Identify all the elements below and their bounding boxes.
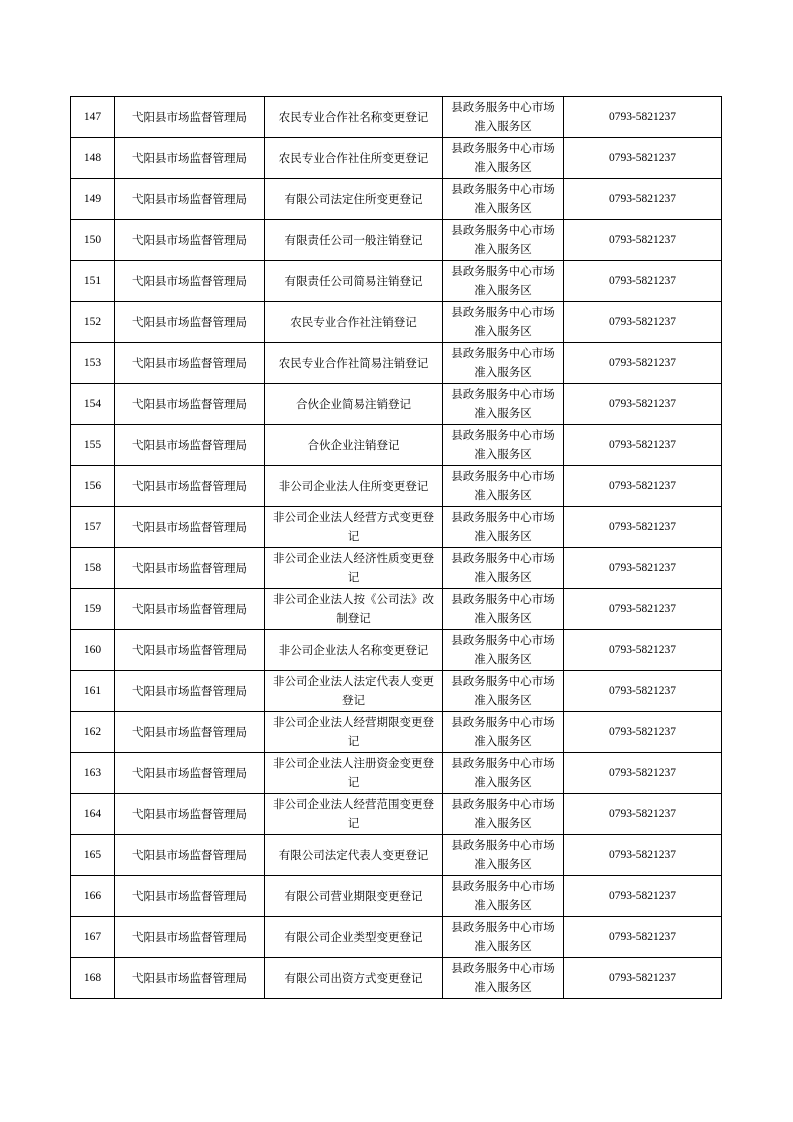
row-number-cell: 151 xyxy=(71,261,115,302)
department-cell: 弋阳县市场监督管理局 xyxy=(115,958,265,999)
row-number-cell: 147 xyxy=(71,97,115,138)
phone-cell: 0793-5821237 xyxy=(564,835,722,876)
phone-cell: 0793-5821237 xyxy=(564,179,722,220)
service-item-cell: 非公司企业法人经营范围变更登记 xyxy=(265,794,443,835)
row-number-cell: 161 xyxy=(71,671,115,712)
phone-cell: 0793-5821237 xyxy=(564,876,722,917)
department-cell: 弋阳县市场监督管理局 xyxy=(115,835,265,876)
table-row xyxy=(71,548,722,589)
row-number-cell: 164 xyxy=(71,794,115,835)
table-row xyxy=(71,97,722,138)
department-cell: 弋阳县市场监督管理局 xyxy=(115,671,265,712)
location-cell: 县政务服务中心市场准入服务区 xyxy=(443,343,564,384)
service-item-cell: 农民专业合作社名称变更登记 xyxy=(265,97,443,138)
location-cell: 县政务服务中心市场准入服务区 xyxy=(443,220,564,261)
row-number-cell: 158 xyxy=(71,548,115,589)
row-number-cell: 167 xyxy=(71,917,115,958)
phone-cell: 0793-5821237 xyxy=(564,589,722,630)
service-item-cell: 非公司企业法人名称变更登记 xyxy=(265,630,443,671)
location-cell: 县政务服务中心市场准入服务区 xyxy=(443,876,564,917)
row-number-cell: 156 xyxy=(71,466,115,507)
service-item-cell: 有限公司企业类型变更登记 xyxy=(265,917,443,958)
location-cell: 县政务服务中心市场准入服务区 xyxy=(443,671,564,712)
department-cell: 弋阳县市场监督管理局 xyxy=(115,630,265,671)
location-cell: 县政务服务中心市场准入服务区 xyxy=(443,384,564,425)
row-number-cell: 149 xyxy=(71,179,115,220)
phone-cell: 0793-5821237 xyxy=(564,917,722,958)
service-item-cell: 有限公司营业期限变更登记 xyxy=(265,876,443,917)
table-row xyxy=(71,425,722,466)
row-number-cell: 166 xyxy=(71,876,115,917)
phone-cell: 0793-5821237 xyxy=(564,507,722,548)
row-number-cell: 150 xyxy=(71,220,115,261)
row-number-cell: 152 xyxy=(71,302,115,343)
location-cell: 县政务服务中心市场准入服务区 xyxy=(443,548,564,589)
table-body xyxy=(71,97,722,999)
table-row xyxy=(71,220,722,261)
phone-cell: 0793-5821237 xyxy=(564,425,722,466)
department-cell: 弋阳县市场监督管理局 xyxy=(115,753,265,794)
department-cell: 弋阳县市场监督管理局 xyxy=(115,712,265,753)
location-cell: 县政务服务中心市场准入服务区 xyxy=(443,138,564,179)
service-item-cell: 有限责任公司简易注销登记 xyxy=(265,261,443,302)
service-item-cell: 有限公司法定代表人变更登记 xyxy=(265,835,443,876)
phone-cell: 0793-5821237 xyxy=(564,343,722,384)
table-row xyxy=(71,302,722,343)
department-cell: 弋阳县市场监督管理局 xyxy=(115,507,265,548)
service-item-cell: 有限公司出资方式变更登记 xyxy=(265,958,443,999)
location-cell: 县政务服务中心市场准入服务区 xyxy=(443,917,564,958)
location-cell: 县政务服务中心市场准入服务区 xyxy=(443,835,564,876)
service-item-cell: 非公司企业法人按《公司法》改制登记 xyxy=(265,589,443,630)
row-number-cell: 165 xyxy=(71,835,115,876)
department-cell: 弋阳县市场监督管理局 xyxy=(115,466,265,507)
service-item-cell: 非公司企业法人经济性质变更登记 xyxy=(265,548,443,589)
location-cell: 县政务服务中心市场准入服务区 xyxy=(443,589,564,630)
table-row xyxy=(71,794,722,835)
department-cell: 弋阳县市场监督管理局 xyxy=(115,548,265,589)
department-cell: 弋阳县市场监督管理局 xyxy=(115,794,265,835)
phone-cell: 0793-5821237 xyxy=(564,466,722,507)
service-item-cell: 合伙企业注销登记 xyxy=(265,425,443,466)
location-cell: 县政务服务中心市场准入服务区 xyxy=(443,179,564,220)
location-cell: 县政务服务中心市场准入服务区 xyxy=(443,507,564,548)
department-cell: 弋阳县市场监督管理局 xyxy=(115,302,265,343)
service-item-cell: 非公司企业法人住所变更登记 xyxy=(265,466,443,507)
service-item-cell: 农民专业合作社住所变更登记 xyxy=(265,138,443,179)
department-cell: 弋阳县市场监督管理局 xyxy=(115,343,265,384)
department-cell: 弋阳县市场监督管理局 xyxy=(115,97,265,138)
row-number-cell: 155 xyxy=(71,425,115,466)
phone-cell: 0793-5821237 xyxy=(564,753,722,794)
location-cell: 县政务服务中心市场准入服务区 xyxy=(443,425,564,466)
phone-cell: 0793-5821237 xyxy=(564,384,722,425)
row-number-cell: 160 xyxy=(71,630,115,671)
department-cell: 弋阳县市场监督管理局 xyxy=(115,917,265,958)
location-cell: 县政务服务中心市场准入服务区 xyxy=(443,753,564,794)
service-item-cell: 有限公司法定住所变更登记 xyxy=(265,179,443,220)
phone-cell: 0793-5821237 xyxy=(564,548,722,589)
department-cell: 弋阳县市场监督管理局 xyxy=(115,138,265,179)
department-cell: 弋阳县市场监督管理局 xyxy=(115,425,265,466)
phone-cell: 0793-5821237 xyxy=(564,220,722,261)
table-row xyxy=(71,917,722,958)
location-cell: 县政务服务中心市场准入服务区 xyxy=(443,712,564,753)
table-row xyxy=(71,179,722,220)
table-row xyxy=(71,138,722,179)
table-row xyxy=(71,384,722,425)
table-row xyxy=(71,507,722,548)
location-cell: 县政务服务中心市场准入服务区 xyxy=(443,261,564,302)
phone-cell: 0793-5821237 xyxy=(564,630,722,671)
row-number-cell: 162 xyxy=(71,712,115,753)
table-row xyxy=(71,261,722,302)
phone-cell: 0793-5821237 xyxy=(564,712,722,753)
table-row xyxy=(71,835,722,876)
service-items-table xyxy=(70,96,722,999)
table-row xyxy=(71,753,722,794)
department-cell: 弋阳县市场监督管理局 xyxy=(115,261,265,302)
phone-cell: 0793-5821237 xyxy=(564,671,722,712)
service-item-cell: 合伙企业简易注销登记 xyxy=(265,384,443,425)
service-item-cell: 非公司企业法人注册资金变更登记 xyxy=(265,753,443,794)
service-item-cell: 有限责任公司一般注销登记 xyxy=(265,220,443,261)
service-item-cell: 非公司企业法人法定代表人变更登记 xyxy=(265,671,443,712)
phone-cell: 0793-5821237 xyxy=(564,302,722,343)
service-item-cell: 非公司企业法人经营期限变更登记 xyxy=(265,712,443,753)
row-number-cell: 157 xyxy=(71,507,115,548)
row-number-cell: 148 xyxy=(71,138,115,179)
department-cell: 弋阳县市场监督管理局 xyxy=(115,179,265,220)
phone-cell: 0793-5821237 xyxy=(564,97,722,138)
row-number-cell: 153 xyxy=(71,343,115,384)
table-row xyxy=(71,466,722,507)
department-cell: 弋阳县市场监督管理局 xyxy=(115,220,265,261)
location-cell: 县政务服务中心市场准入服务区 xyxy=(443,302,564,343)
row-number-cell: 168 xyxy=(71,958,115,999)
row-number-cell: 163 xyxy=(71,753,115,794)
department-cell: 弋阳县市场监督管理局 xyxy=(115,589,265,630)
department-cell: 弋阳县市场监督管理局 xyxy=(115,384,265,425)
table-row xyxy=(71,671,722,712)
location-cell: 县政务服务中心市场准入服务区 xyxy=(443,958,564,999)
service-item-cell: 农民专业合作社注销登记 xyxy=(265,302,443,343)
table-row xyxy=(71,876,722,917)
phone-cell: 0793-5821237 xyxy=(564,138,722,179)
table-row xyxy=(71,343,722,384)
department-cell: 弋阳县市场监督管理局 xyxy=(115,876,265,917)
location-cell: 县政务服务中心市场准入服务区 xyxy=(443,97,564,138)
phone-cell: 0793-5821237 xyxy=(564,958,722,999)
table-row xyxy=(71,712,722,753)
table-row xyxy=(71,958,722,999)
service-item-cell: 非公司企业法人经营方式变更登记 xyxy=(265,507,443,548)
location-cell: 县政务服务中心市场准入服务区 xyxy=(443,794,564,835)
location-cell: 县政务服务中心市场准入服务区 xyxy=(443,466,564,507)
row-number-cell: 159 xyxy=(71,589,115,630)
phone-cell: 0793-5821237 xyxy=(564,794,722,835)
service-item-cell: 农民专业合作社简易注销登记 xyxy=(265,343,443,384)
table-row xyxy=(71,589,722,630)
location-cell: 县政务服务中心市场准入服务区 xyxy=(443,630,564,671)
row-number-cell: 154 xyxy=(71,384,115,425)
phone-cell: 0793-5821237 xyxy=(564,261,722,302)
table-row xyxy=(71,630,722,671)
